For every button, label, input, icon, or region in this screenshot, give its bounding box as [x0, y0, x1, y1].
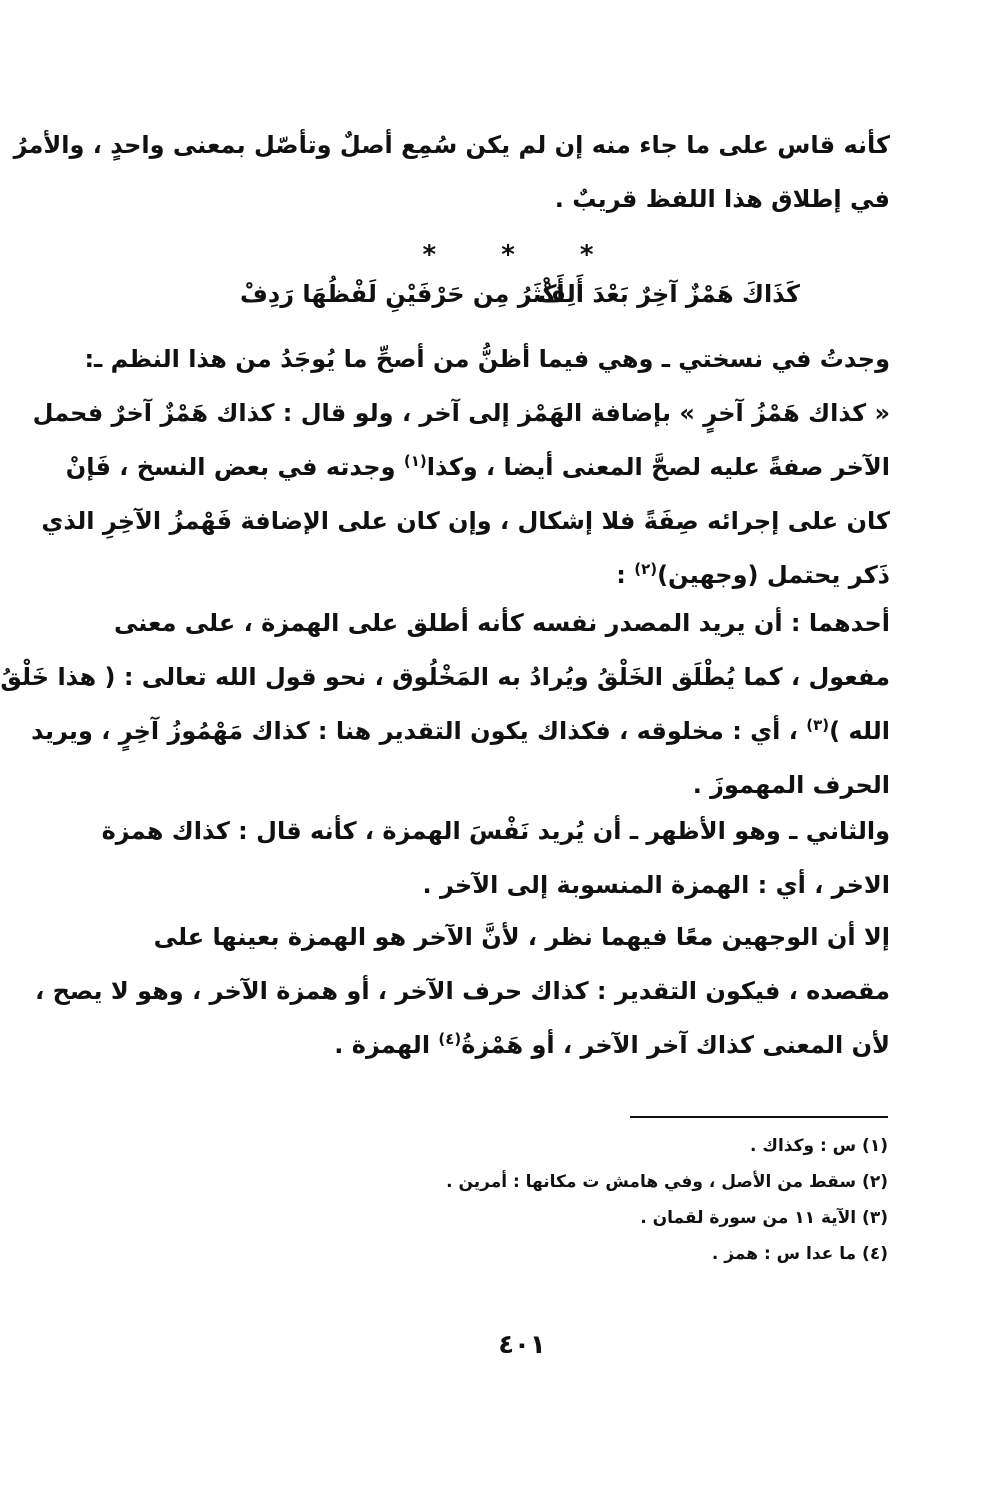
- footnote-ref: (٤): [438, 1030, 462, 1048]
- text-line: والثاني ـ وهو الأظهر ـ أن يُريد نَفْسَ الهمزة ، كأنه قال : كذاك همزة: [101, 817, 890, 845]
- text-segment: :: [616, 561, 635, 589]
- text-line: الحرف المهموزَ .: [692, 771, 890, 799]
- footnote-divider: [630, 1116, 888, 1118]
- text-line: كان على إجرائه صِفَةً فلا إشكال ، وإن كان على الإضافة فَهْمزُ الآخِرِ الذي: [41, 507, 890, 535]
- paragraph-2: [32, 332, 890, 602]
- text-segment: الله ): [829, 717, 890, 745]
- text-line: أحدهما : أن يريد المصدر نفسه كأنه أطلق على الهمزة ، على معنى: [113, 609, 890, 637]
- footnote-ref: (٣): [806, 716, 830, 734]
- text-line: « كذاك هَمْزُ آخرٍ » بإضافة الهَمْز إلى آخر ، ولو قال : كذاك هَمْزٌ آخرٌ فحمل: [32, 399, 890, 427]
- text-line: إلا أن الوجهين معًا فيهما نظر ، لأنَّ الآخر هو الهمزة بعينها على: [153, 923, 890, 951]
- text-line: [160, 548, 890, 602]
- text-segment: ، أي : مخلوقه ، فكذاك يكون التقدير هنا : كذاك مَهْمُوزُ آخِرٍ ، ويريد: [31, 717, 807, 745]
- text-segment: الآخر صفةً عليه لصحَّ المعنى أيضا ، وكذا: [426, 453, 890, 481]
- text-segment: الهمزة .: [334, 1031, 439, 1059]
- paragraph-1: [13, 118, 890, 226]
- text-line: [160, 1018, 890, 1072]
- verse-second-hemistich: أَكْثَرُ مِن حَرْفَيْنِ لَفْظُهَا رَدِفْ: [240, 280, 565, 308]
- text-line: في إطلاق هذا اللفظ قريبٌ .: [554, 185, 890, 213]
- paragraph-3: [0, 596, 890, 812]
- page-number: ٤٠١: [498, 1330, 546, 1360]
- footnote-2: (٢) سقط من الأصل ، وفي هامش ت مكانها : أمرين .: [446, 1172, 888, 1192]
- text-line: كأنه قاس على ما جاء منه إن لم يكن سُمِع أصلٌ وتأصّل بمعنى واحدٍ ، والأمرُ: [13, 131, 890, 159]
- section-separator: * * *: [422, 240, 622, 270]
- footnote-ref: (١): [403, 452, 427, 470]
- text-line: مقصده ، فيكون التقدير : كذاك حرف الآخر ، أو همزة الآخر ، وهو لا يصح ،: [35, 977, 890, 1005]
- text-line: مفعول ، كما يُطْلَق الخَلْقُ ويُرادُ به المَخْلُوق ، نحو قول الله تعالى : ( هذا خَلْقُ: [0, 663, 890, 691]
- text-line: [65, 440, 890, 494]
- footnote-ref: (٢): [634, 560, 658, 578]
- footnotes: [188, 1128, 888, 1272]
- footnote-3: (٣) الآية ١١ من سورة لقمان .: [640, 1208, 888, 1228]
- footnote-1: (١) س : وكذاك .: [749, 1136, 888, 1156]
- text-segment: لأن المعنى كذاك آخر الآخر ، أو هَمْزةُ: [461, 1031, 890, 1059]
- paragraph-4: [101, 804, 890, 912]
- text-line: الاخر ، أي : الهمزة المنسوبة إلى الآخر .: [422, 871, 890, 899]
- footnote-4: (٤) ما عدا س : همز .: [711, 1244, 888, 1264]
- poem-verse: [240, 280, 800, 324]
- text-segment: وجدته في بعض النسخ ، فَإنْ: [65, 453, 404, 481]
- text-line: وجدتُ في نسختي ـ وهي فيما أظنُّ من أصحِّ ما يُوجَدُ من هذا النظم ـ:: [84, 345, 890, 373]
- text-line: [31, 704, 890, 758]
- paragraph-5: [35, 910, 890, 1072]
- text-segment: ذَكر يحتمل (وجهين): [657, 561, 890, 589]
- verse-first-hemistich: كَذَاكَ هَمْزٌ آخِرٌ بَعْدَ أَلِفْ: [538, 280, 800, 308]
